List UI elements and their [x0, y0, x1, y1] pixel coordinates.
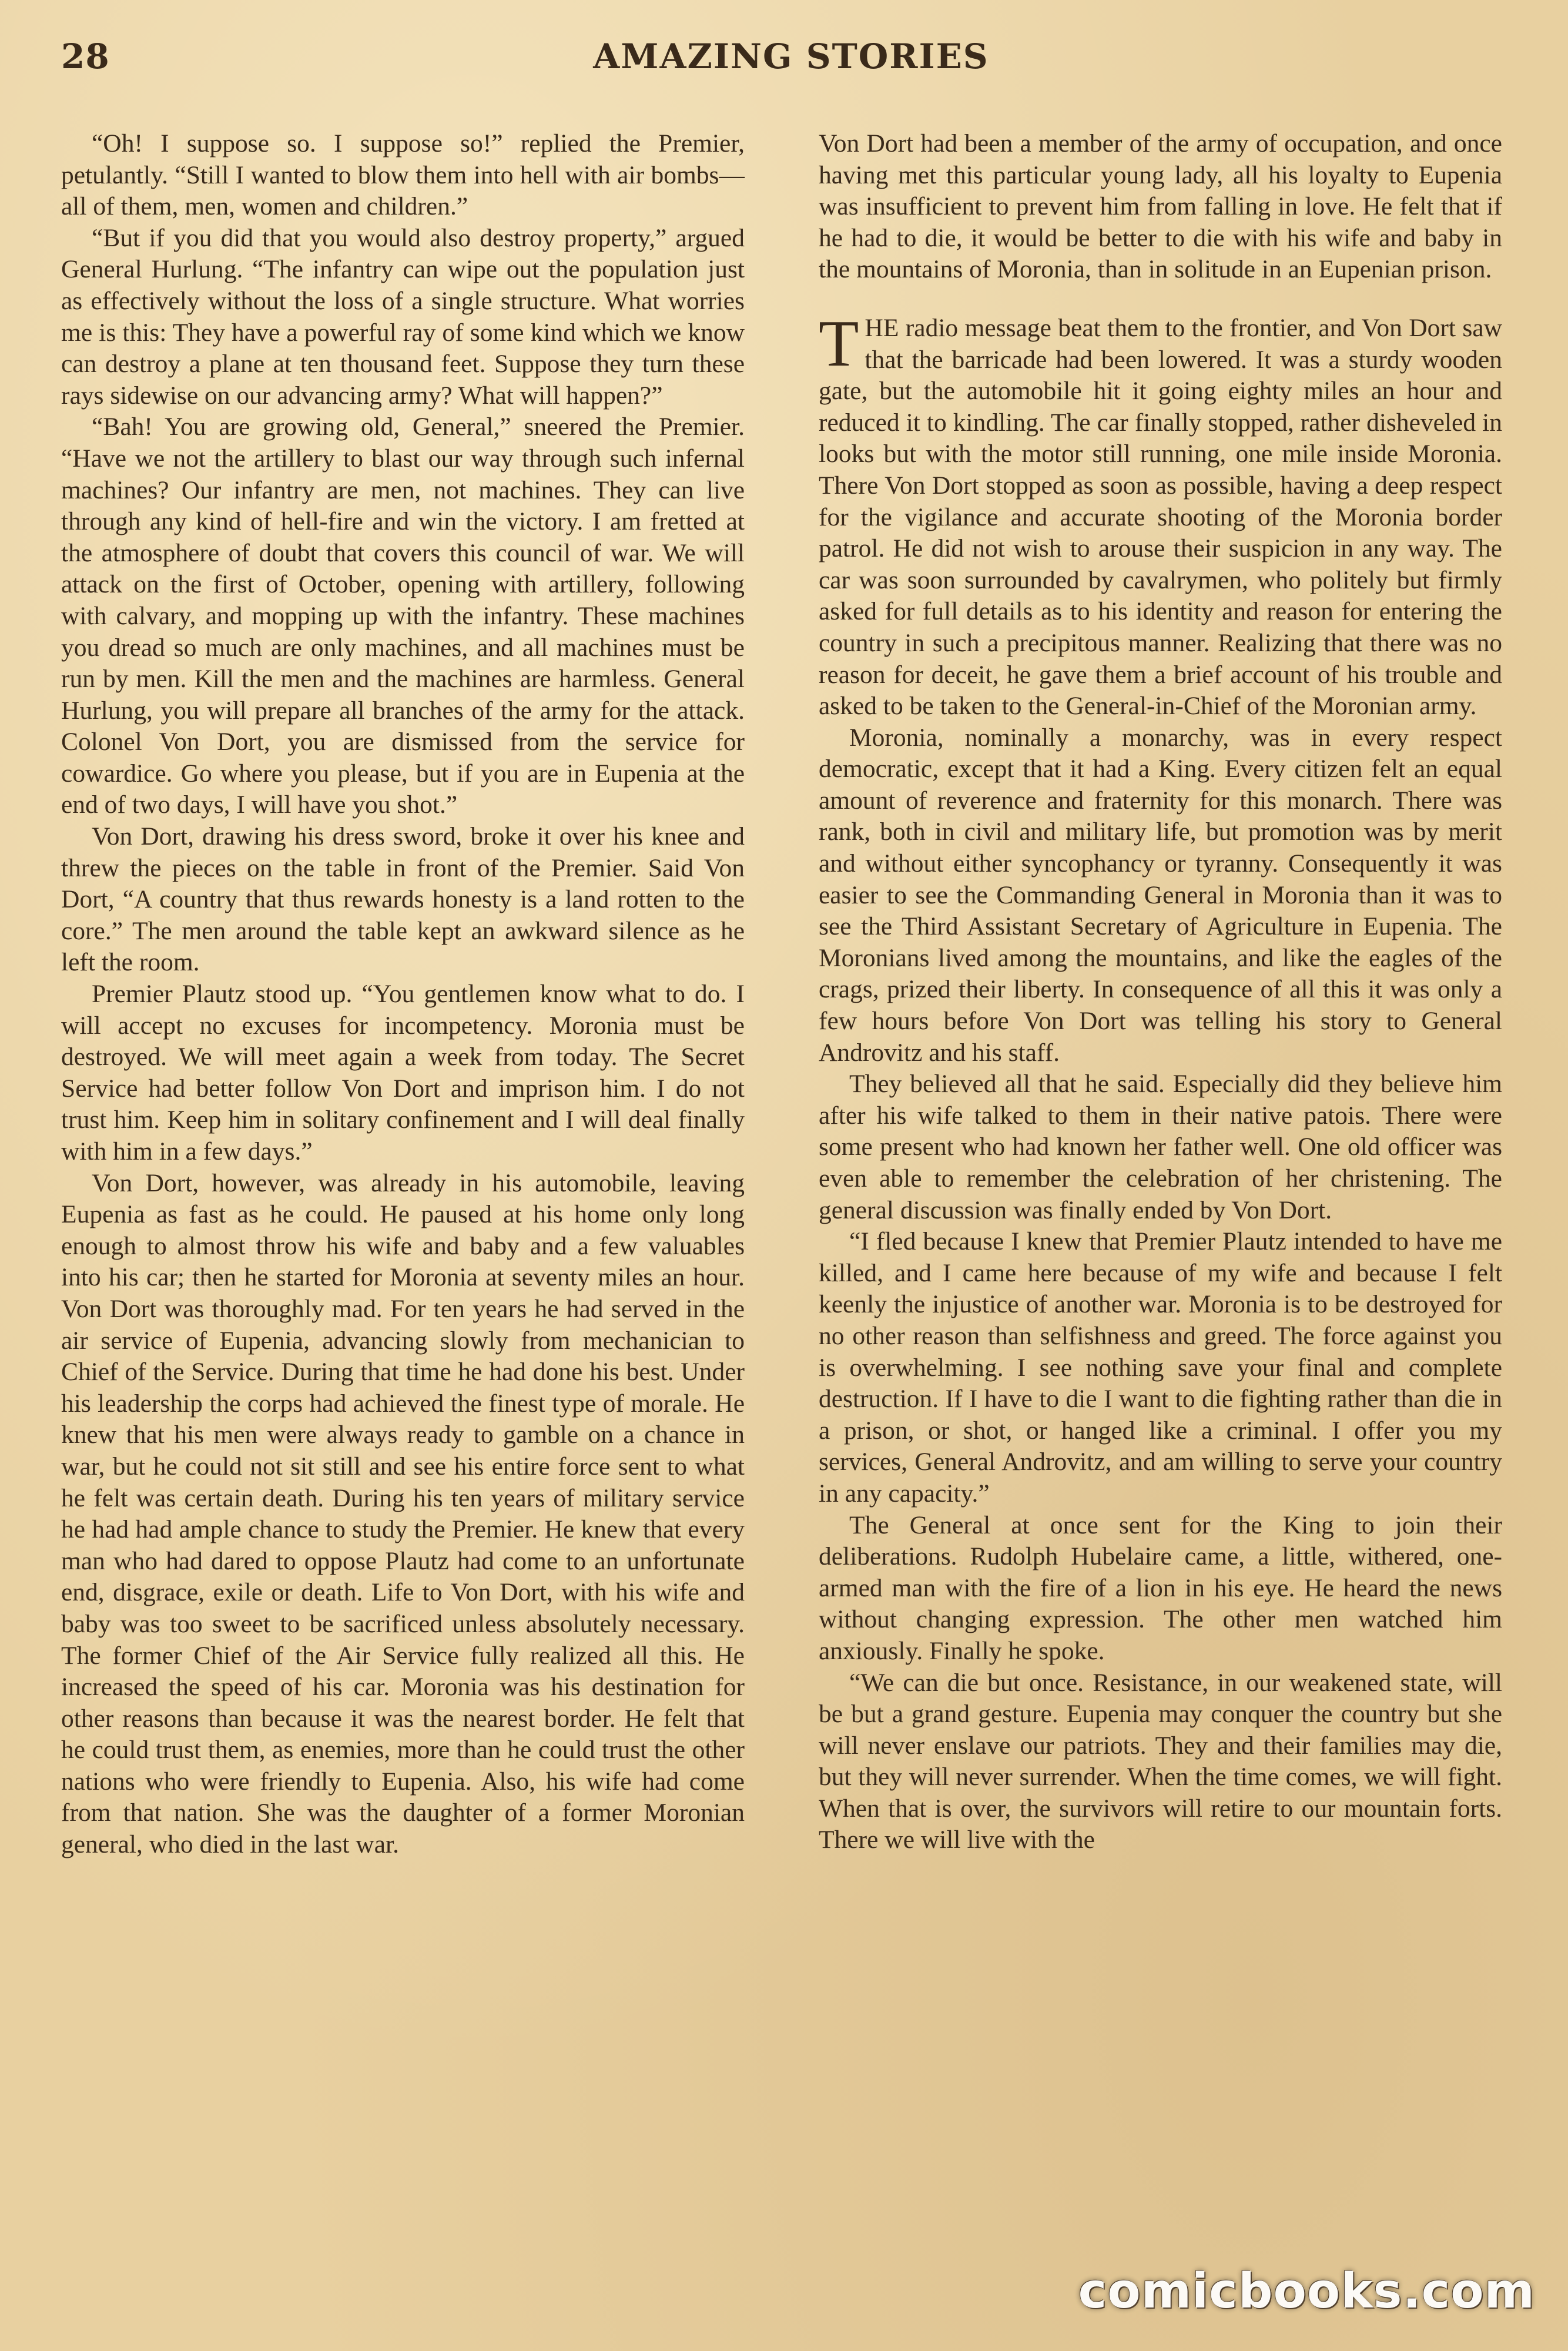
story-paragraph: “I fled because I knew that Premier Plautz intended to have me killed, and I came here because of my wife and because I felt keenly the injustice of another war. Moronia is to be destroyed for no other reason than selfishness and greed. The force against you is overwhelming. I see nothing save your final and complete destruction. If I have to die I want to die fighting rather than die in a prison, or shot, or hanged like a criminal. I offer you my services, General Androvitz, and am willing to serve your country in any capacity.”	[819, 1227, 1502, 1508]
story-paragraph: “We can die but once. Resistance, in our weakened state, will be but a grand gesture. Eupenia may conquer the country but she will never enslave our patriots. They and their families may die, but they will never surrender. When the time comes, we will fight. When that is over, the survivors will retire to our mountain forts. There we will live with the	[819, 1668, 1502, 1854]
story-paragraph: Von Dort, drawing his dress sword, broke it over his knee and threw the pieces on the table in front of the Premier. Said Von Dort, “A country that thus rewards honesty is a land rotten to the core.” The men around the table kept an awkward silence as he left the room.	[61, 822, 745, 977]
right-column	[819, 128, 1502, 1856]
story-paragraph: “But if you did that you would also destroy property,” argued General Hurlung. “The infantry can wipe out the population just as effectively without the loss of a single structure. What worries me is this: They have a powerful ray of some kind which we know can destroy a plane at ten thousand feet. Suppose they turn these rays sidewise on our advancing army? What will happen?”	[61, 223, 745, 410]
story-paragraph: “Oh! I suppose so. I suppose so!” replied the Premier, petulantly. “Still I wanted to blow them into hell with air bombs—all of them, men, women and children.”	[61, 129, 745, 221]
left-column	[61, 128, 745, 1861]
story-paragraph: The General at once sent for the King to join their deliberations. Rudolph Hubelaire came, a little, withered, one-armed man with the fire of a lion in his eye. He heard the news without changing expression. The other men watched him anxiously. Finally he spoke.	[819, 1511, 1502, 1665]
story-paragraph: They believed all that he said. Especially did they believe him after his wife talked to them in their native patois. There were some present who had known her father well. One old officer was even able to remember the celebration of her christening. The general discussion was finally ended by Von Dort.	[819, 1070, 1502, 1224]
site-watermark: comicbooks.com	[1078, 2263, 1535, 2319]
story-paragraph: Moronia, nominally a monarchy, was in every respect democratic, except that it had a King. Every citizen felt an equal amount of reverence and fraternity for this monarch. There was rank, both in civil and military life, but promotion was by merit and without either syncophancy or tyranny. Consequently it was easier to see the Commanding General in Moronia than it was to see the Third Assistant Secretary of Agriculture in Eupenia. The Moronians lived among the mountains, and like the eagles of the crags, prized their liberty. In consequence of all this it was only a few hours before Von Dort was telling his story to General Androvitz and his staff.	[819, 723, 1502, 1067]
story-paragraph: Von Dort, however, was already in his automobile, leaving Eupenia as fast as he could. He paused at his home only long enough to almost throw his wife and baby and a few valuables into his car; then he started for Moronia at seventy miles an hour. Von Dort was thoroughly mad. For ten years he had served in the air service of Eupenia, advancing slowly from mechanician to Chief of the Service. During that time he had done his best. Under his leadership the corps had achieved the finest type of morale. He knew that his men were always ready to gamble on a chance in war, but he could not sit still and see his entire force sent to what he felt was certain death. During his ten years of military service he had had ample chance to study the Premier. He knew that every man who had dared to oppose Plautz had come to an unfortunate end, disgrace, exile or death. Life to Von Dort, with his wife and baby was too sweet to be sacrificed unless absolutely necessary. The former Chief of the Air Service fully realized all this. He increased the speed of his car. Moronia was his destination for other reasons than because it was the nearest border. He felt that he could trust them, as enemies, more than he could trust the other nations who were friendly to Eupenia. Also, his wife had come from that nation. She was the daughter of a former Moronian general, who died in the last war.	[61, 1168, 745, 1859]
section-opening-paragraph	[819, 307, 1502, 722]
story-paragraph: “Bah! You are growing old, General,” sneered the Premier. “Have we not the artillery to blast our way through such infernal machines? Our infantry are men, not machines. They can live through any kind of hell-fire and win the victory. I am fretted at the atmosphere of doubt that covers this council of war. We will attack on the first of October, opening with artillery, following with calvary, and mopping up with the infantry. These machines you dread so much are only machines, and all machines must be run by men. Kill the men and the machines are harmless. General Hurlung, you will prepare all branches of the army for the attack. Colonel Von Dort, you are dismissed from the service for cowardice. Go where you please, but if you are in Eupenia at the end of two days, I will have you shot.”	[61, 413, 745, 819]
drop-cap-letter: T	[819, 307, 859, 380]
story-paragraph: Premier Plautz stood up. “You gentlemen know what to do. I will accept no excuses for incompetency. Moronia must be destroyed. We will meet again a week from today. The Secret Service had better follow Von Dort and imprison him. I do not trust him. Keep him in solitary confinement and I will deal finally with him in a few days.”	[61, 980, 745, 1166]
section-opening-text: HE radio message beat them to the frontier, and Von Dort saw that the barricade had been lowered. It was a sturdy wooden gate, but the automobile hit it going eighty miles an hour and reduced it to kindling. The car finally stopped, rather disheveled in looks but with the motor still running, one mile inside Moronia. There Von Dort stopped as soon as possible, having a deep respect for the vigilance and accurate shooting of the Moronia border patrol. He did not wish to arouse their suspicion in any way. The car was soon surrounded by cavalrymen, who politely but firmly asked for full details as to his identity and reason for entering the country in such a precipitous manner. Realizing that there was no reason for deceit, he gave them a brief account of his trouble and asked to be taken to the General-in-Chief of the Moronian army.	[819, 313, 1502, 721]
page-number: 28	[61, 36, 110, 76]
magazine-title: AMAZING STORIES	[593, 36, 989, 76]
section-break	[819, 286, 1502, 313]
story-paragraph: Von Dort had been a member of the army of occupation, and once having met this particular young lady, all his loyalty to Eupenia was insufficient to prevent him from falling in love. He felt that if he had to die, it would be better to die with his wife and baby in the mountains of Moronia, than in solitude in an Eupenian prison.	[819, 129, 1502, 284]
page-header	[61, 36, 1521, 89]
